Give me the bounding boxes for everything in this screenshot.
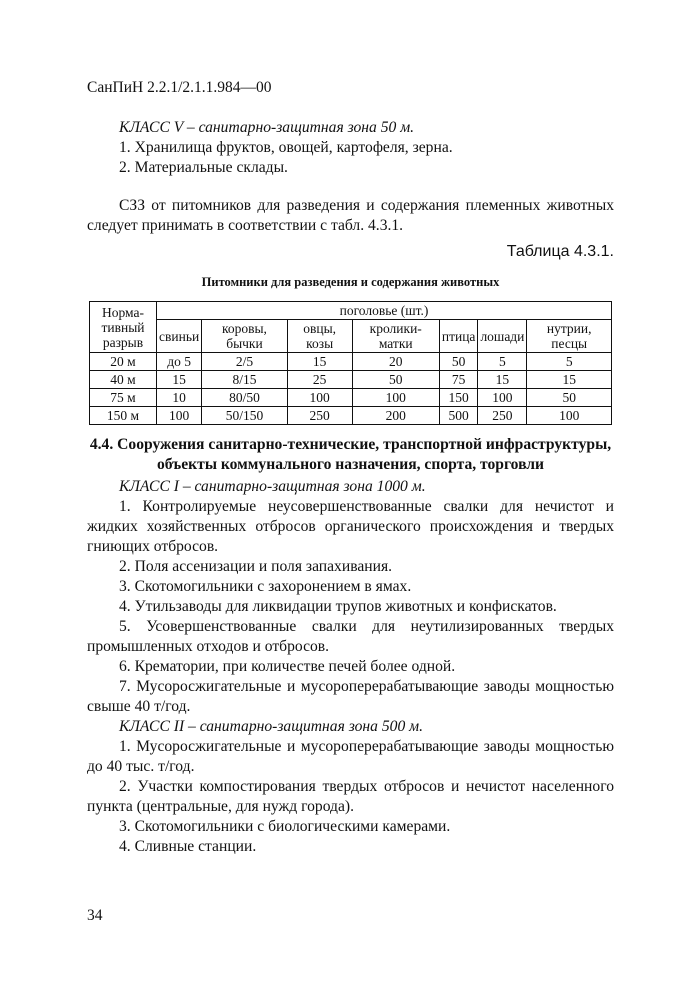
class2-item: 3. Скотомогильники с биологическими камерами. <box>119 818 451 835</box>
class2-item: 1. Мусоросжигательные и мусороперерабатывающие заводы мощностью до 40 тыс. т/год. <box>87 738 614 775</box>
table-caption: Питомники для разведения и содержания животных <box>201 275 500 289</box>
page-body <box>87 118 614 857</box>
szz-paragraph: СЗЗ от питомников для разведения и содержания племенных животных следует принимать в соответствии с табл. 4.3.1. <box>87 197 614 234</box>
column-header: свиньи <box>157 320 202 353</box>
table-cell: 50 <box>352 371 439 389</box>
table-cell: до 5 <box>157 353 202 371</box>
column-header: лошади <box>478 320 527 353</box>
class5-item: 2. Материальные склады. <box>119 159 288 176</box>
class1-item: 7. Мусоросжигательные и мусороперерабатывающие заводы мощностью свыше 40 т/год. <box>87 678 614 715</box>
column-header: коровы, бычки <box>202 320 288 353</box>
class1-item: 2. Поля ассенизации и поля запахивания. <box>119 558 393 575</box>
table-cell: 50 <box>439 353 478 371</box>
table-cell: 75 <box>439 371 478 389</box>
class1-title: КЛАСС I – санитарно-защитная зона 1000 м. <box>119 478 426 495</box>
table-cell: 500 <box>439 407 478 425</box>
class1-item: 4. Утильзаводы для ликвидации трупов животных и конфискатов. <box>119 598 557 615</box>
column-header: нутрии, песцы <box>527 320 612 353</box>
table-cell: 20 <box>352 353 439 371</box>
table-cell: 10 <box>157 389 202 407</box>
table-cell: 15 <box>478 371 527 389</box>
table-row <box>90 389 612 407</box>
document-header: СанПиН 2.2.1/2.1.1.984—00 <box>87 79 272 96</box>
class1-item: 3. Скотомогильники с захоронением в ямах. <box>119 578 412 595</box>
table-cell: 15 <box>157 371 202 389</box>
table-row <box>90 353 612 371</box>
table-cell: 20 м <box>90 353 157 371</box>
class5-item: 1. Хранилища фруктов, овощей, картофеля, зерна. <box>119 139 453 156</box>
table-cell: 250 <box>478 407 527 425</box>
corner-header: Норма-тивный разрыв <box>90 302 157 353</box>
table-cell: 15 <box>527 371 612 389</box>
table-cell: 75 м <box>90 389 157 407</box>
class1-item: 6. Крематории, при количестве печей более одной. <box>119 658 456 675</box>
section-title: 4.4. Сооружения санитарно-технические, транспортной инфраструктуры, объекты коммунального назначения, спорта, торговли <box>89 436 612 473</box>
column-header: птица <box>439 320 478 353</box>
table-cell: 100 <box>157 407 202 425</box>
class2-item: 4. Сливные станции. <box>119 838 257 855</box>
table-cell: 80/50 <box>202 389 288 407</box>
table-label: Таблица 4.3.1. <box>506 243 614 260</box>
table-cell: 150 <box>439 389 478 407</box>
table-row <box>90 371 612 389</box>
page-number: 34 <box>87 907 103 924</box>
class1-item: 1. Контролируемые неусовершенствованные свалки для нечистот и жидких хозяйственных отбросов органического происхождения и твердых гниющих отбросов. <box>87 498 614 555</box>
table-cell: 5 <box>527 353 612 371</box>
table-cell: 100 <box>527 407 612 425</box>
table-cell: 200 <box>352 407 439 425</box>
table-cell: 250 <box>287 407 352 425</box>
class5-title: КЛАСС V – санитарно-защитная зона 50 м. <box>119 119 415 136</box>
table-cell: 2/5 <box>202 353 288 371</box>
column-header: кролики-матки <box>352 320 439 353</box>
table-cell: 5 <box>478 353 527 371</box>
class1-item: 5. Усовершенствованные свалки для неутилизированных твердых промышленных отходов и отбросов. <box>87 618 614 655</box>
table-cell: 50 <box>527 389 612 407</box>
column-header: овцы, козы <box>287 320 352 353</box>
class2-title: КЛАСС II – санитарно-защитная зона 500 м. <box>119 718 423 735</box>
class2-item: 2. Участки компостирования твердых отбросов и нечистот населенного пункта (центральные, для нужд города). <box>87 778 614 815</box>
group-header: поголовье (шт.) <box>157 302 612 320</box>
table-cell: 15 <box>287 353 352 371</box>
table-cell: 100 <box>287 389 352 407</box>
table-cell: 8/15 <box>202 371 288 389</box>
table-cell: 150 м <box>90 407 157 425</box>
kennels-table <box>89 301 612 425</box>
table-cell: 40 м <box>90 371 157 389</box>
table-cell: 50/150 <box>202 407 288 425</box>
table-cell: 25 <box>287 371 352 389</box>
table-cell: 100 <box>478 389 527 407</box>
table-cell: 100 <box>352 389 439 407</box>
table-row <box>90 407 612 425</box>
